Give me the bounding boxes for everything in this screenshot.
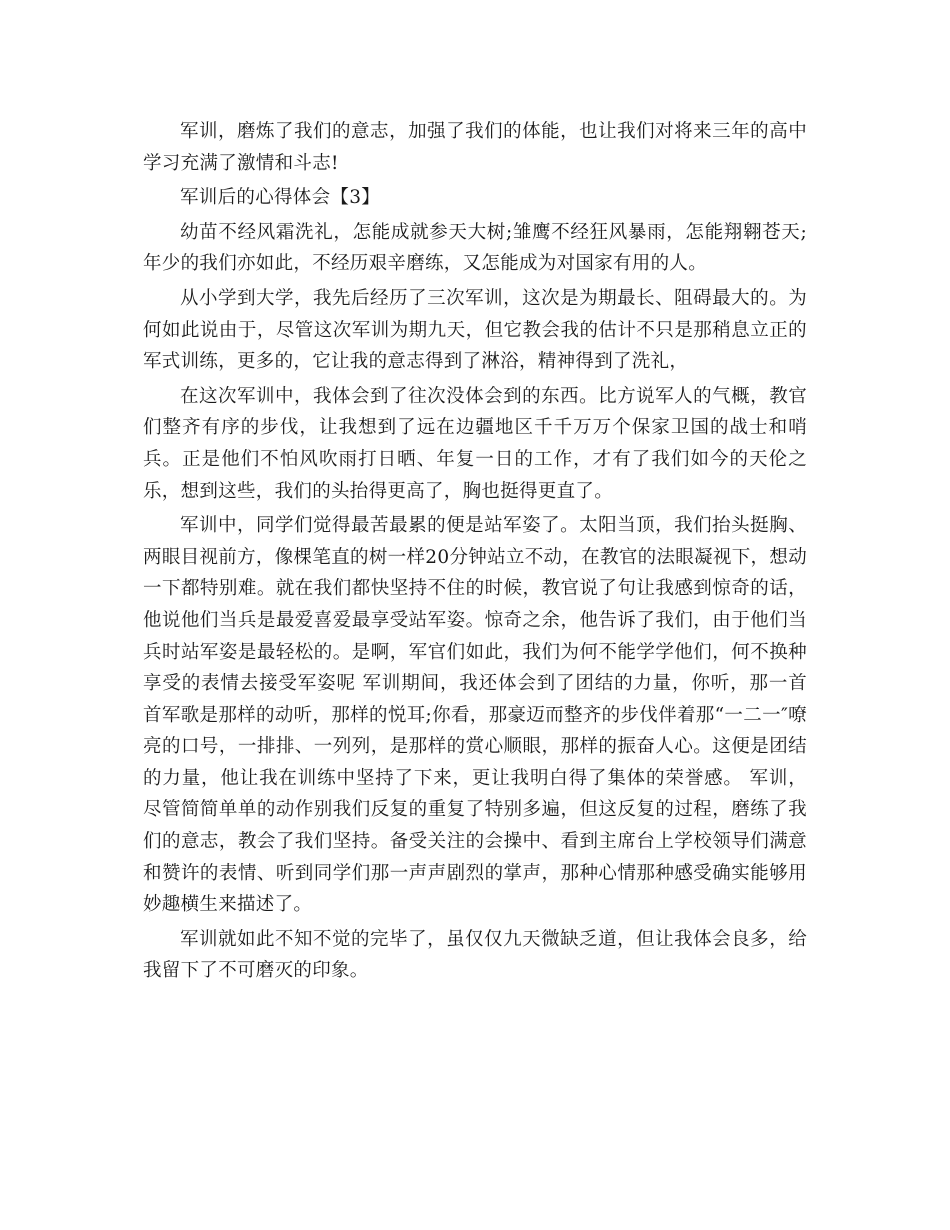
section-heading: 军训后的心得体会【3】 [180, 187, 381, 209]
paragraph-standing-posture: 军训中，同学们觉得最苦最累的便是站军姿了。太阳当顶，我们抬头挺胸、两眼目视前方，像棵笔直的树一样20分钟站立不动，在教官的法眼凝视下，想动一下都特别难。就在我们都快坚持不住的时候，教官说了句让我感到惊奇的话，他说他们当兵是最爱喜爱最享受站军姿。惊奇之余，他告诉了我们，由于他们当兵时站军姿是最轻松的。是啊，军官们如此，我们为何不能学学他们，何不换种享受的表情去接受军姿呢 军训期间，我还体会到了团结的力量，你听，那一首首军歌是那样的动听，那样的悦耳;你看，那豪迈而整齐的步伐伴着那“一二一″嘹亮的口号，一排排、一列列，是那样的赏心顺眼，那样的振奋人心。这便是团结的力量，他让我在训练中坚持了下来，更让我明白得了集体的荣誉感。 军训，尽管简简单单的动作别我们反复的重复了特别多遍，但这反复的过程，磨练了我们的意志，教会了我们坚持。备受关注的会操中、看到主席台上学校领导们满意和赞许的表情、听到同学们那一声声剧烈的掌声，那种心情那种感受确实能够用妙趣横生来描述了。 [143, 515, 807, 916]
paragraph-soldier-spirit: 在这次军训中，我体会到了往次没体会到的东西。比方说军人的气概，教官们整齐有序的步伐，让我想到了远在边疆地区千千万万个保家卫国的战士和哨兵。正是他们不怕风吹雨打日晒、年复一日的工作，才有了我们如今的天伦之乐，想到这些，我们的头抬得更高了，胸也挺得更直了。 [143, 385, 807, 502]
paragraph-seedling: 幼苗不经风霜洗礼，怎能成就参天大树;雏鹰不经狂风暴雨，怎能翔翱苍天;年少的我们亦如此，不经历艰辛磨练，又怎能成为对国家有用的人。 [143, 221, 807, 275]
paragraph-three-trainings: 从小学到大学，我先后经历了三次军训，这次是为期最长、阻碍最大的。为何如此说由于，尽管这次军训为期九天，但它教会我的估计不只是那稍息立正的军式训练，更多的，它让我的意志得到了淋浴，精神得到了洗礼， [143, 287, 807, 373]
document-body [143, 116, 807, 987]
paragraph-conclusion: 军训就如此不知不觉的完毕了，虽仅仅九天微缺乏道，但让我体会良多，给我留下了不可磨灭的印象。 [143, 928, 807, 982]
paragraph-intro: 军训，磨炼了我们的意志，加强了我们的体能，也让我们对将来三年的高中学习充满了激情和斗志! [143, 121, 807, 174]
